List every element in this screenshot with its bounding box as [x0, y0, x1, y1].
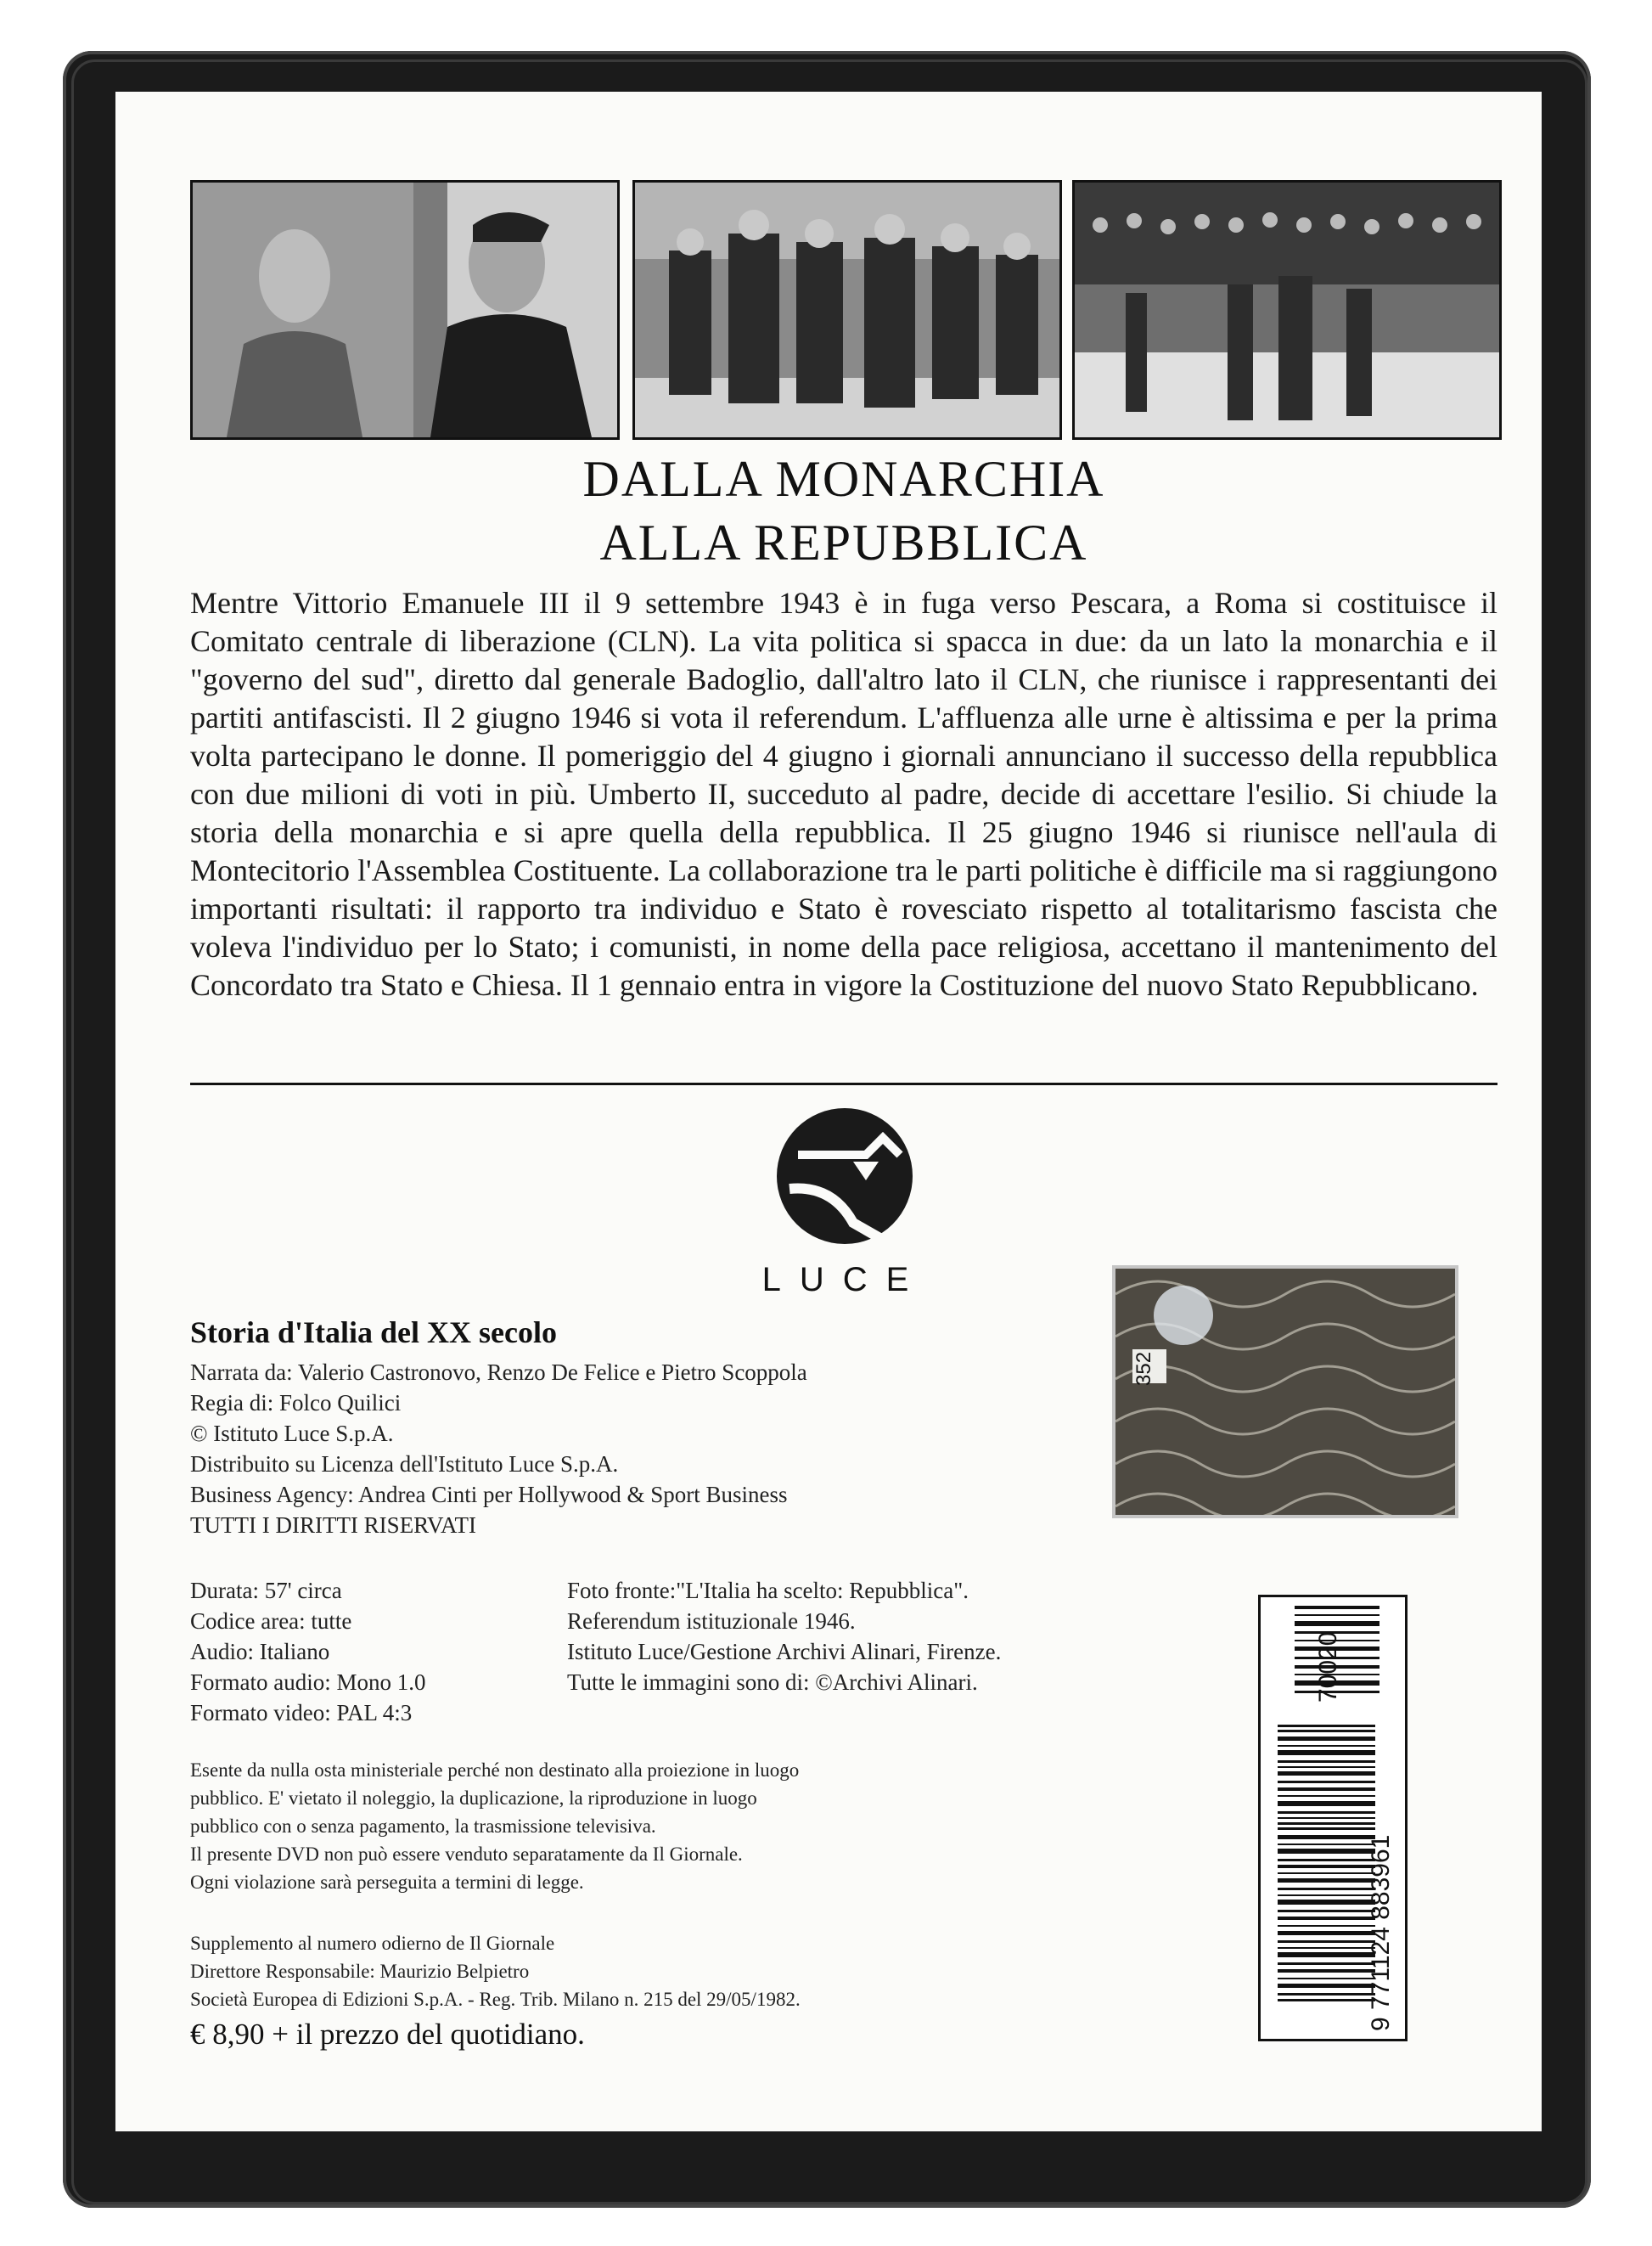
title-line-2: ALLA REPUBBLICA [599, 515, 1088, 571]
legal-notice [190, 1756, 799, 1896]
credit-line: © Istituto Luce S.p.A. [190, 1421, 394, 1446]
spec-line: Formato video: PAL 4:3 [190, 1700, 413, 1725]
legal-line: Esente da nulla osta ministeriale perché non destinato alla proiezione in luogo [190, 1759, 800, 1781]
spec-line: Codice area: tutte [190, 1608, 352, 1634]
spec-line: Audio: Italiano [190, 1639, 330, 1664]
photo-credit-line: Referendum istituzionale 1946. [567, 1608, 856, 1634]
price-text: € 8,90 + il prezzo del quotidiano. [190, 2018, 585, 2051]
legal-line: Il presente DVD non può essere venduto separatamente da Il Giornale. [190, 1844, 743, 1865]
credit-line: Regia di: Folco Quilici [190, 1390, 402, 1416]
divider-line [190, 1083, 1497, 1085]
supplement-line: Società Europea di Edizioni S.p.A. - Reg. Trib. Milano n. 215 del 29/05/1982. [190, 1989, 801, 2010]
supplement-line: Supplemento al numero odierno de Il Giornale [190, 1933, 555, 1954]
siae-hologram-sticker [1112, 1265, 1458, 1518]
credit-line: Business Agency: Andrea Cinti per Hollywood & Sport Business [190, 1482, 788, 1507]
legal-line: pubblico. E' vietato il noleggio, la duplicazione, la riproduzione in luogo [190, 1787, 757, 1809]
photo-credit-line: Istituto Luce/Gestione Archivi Alinari, Firenze. [567, 1639, 1002, 1664]
hologram-code: 352 [1132, 1351, 1155, 1386]
barcode-number: 9 771124 883961 [1367, 1834, 1395, 2031]
photo-credits [567, 1575, 1001, 1697]
credit-line: Narrata da: Valerio Castronovo, Renzo De Felice e Pietro Scoppola [190, 1359, 807, 1385]
spec-line: Durata: 57' circa [190, 1578, 342, 1603]
archive-photo-right [1072, 180, 1502, 440]
luce-wordmark: LUCE [761, 1261, 928, 1298]
series-title: Storia d'Italia del XX secolo [190, 1315, 557, 1349]
credits-block [190, 1357, 807, 1540]
spec-line: Formato audio: Mono 1.0 [190, 1669, 426, 1695]
technical-specs [190, 1575, 426, 1728]
supplement-line: Direttore Responsabile: Maurizio Belpietro [190, 1961, 530, 1982]
photo-credit-line: Foto fronte:"L'Italia ha scelto: Repubblica". [567, 1578, 969, 1603]
archive-photo-center [632, 180, 1062, 440]
title-line-1: DALLA MONARCHIA [582, 451, 1105, 507]
legal-line: Ogni violazione sarà perseguita a termini di legge. [190, 1872, 584, 1893]
legal-line: pubblico con o senza pagamento, la trasmissione televisiva. [190, 1815, 656, 1837]
barcode-addon-number: 70020 [1314, 1631, 1342, 1703]
credit-line: TUTTI I DIRITTI RISERVATI [190, 1512, 477, 1538]
luce-logo-icon [773, 1104, 917, 1248]
synopsis-text: Mentre Vittorio Emanuele III il 9 settembre 1943 è in fuga verso Pescara, a Roma si costituisce il Comitato centrale di liberazione (CLN). La vita politica si spacca in due: da un lato la monarchia e il "governo del sud", diretto dal generale Badoglio, dall'altro lato il CLN, che riunisce i rappresentanti dei partiti antifascisti. Il 2 giugno 1946 si vota il referendum. L'affluenza alle urne è altissima e per la prima volta partecipano le donne. Il pomeriggio del 4 giugno i giornali annunciano il successo della repubblica con due milioni di voti in più. Umberto II, succeduto al padre, decide di accettare l'esilio. Si chiude la storia della monarchia e si apre quella della repubblica. Il 25 giugno 1946 si riunisce nell'aula di Montecitorio l'Assemblea Costituente. La collaborazione tra le parti politiche è difficile ma si raggiungono importanti risultati: il rapporto tra individuo e Stato è rovesciato rispetto al totalitarismo fascista che voleva l'individuo per lo Stato; i comunisti, in nome della pace religiosa, accettano il mantenimento del Concordato tra Stato e Chiesa. Il 1 gennaio entra in vigore la Costituzione del nuovo Stato Repubblicano. [190, 586, 1497, 1002]
supplement-info [190, 1929, 801, 2013]
credit-line: Distribuito su Licenza dell'Istituto Luce S.p.A. [190, 1451, 619, 1477]
photo-credit-line: Tutte le immagini sono di: ©Archivi Alinari. [567, 1669, 978, 1695]
archive-photo-left [190, 180, 620, 440]
